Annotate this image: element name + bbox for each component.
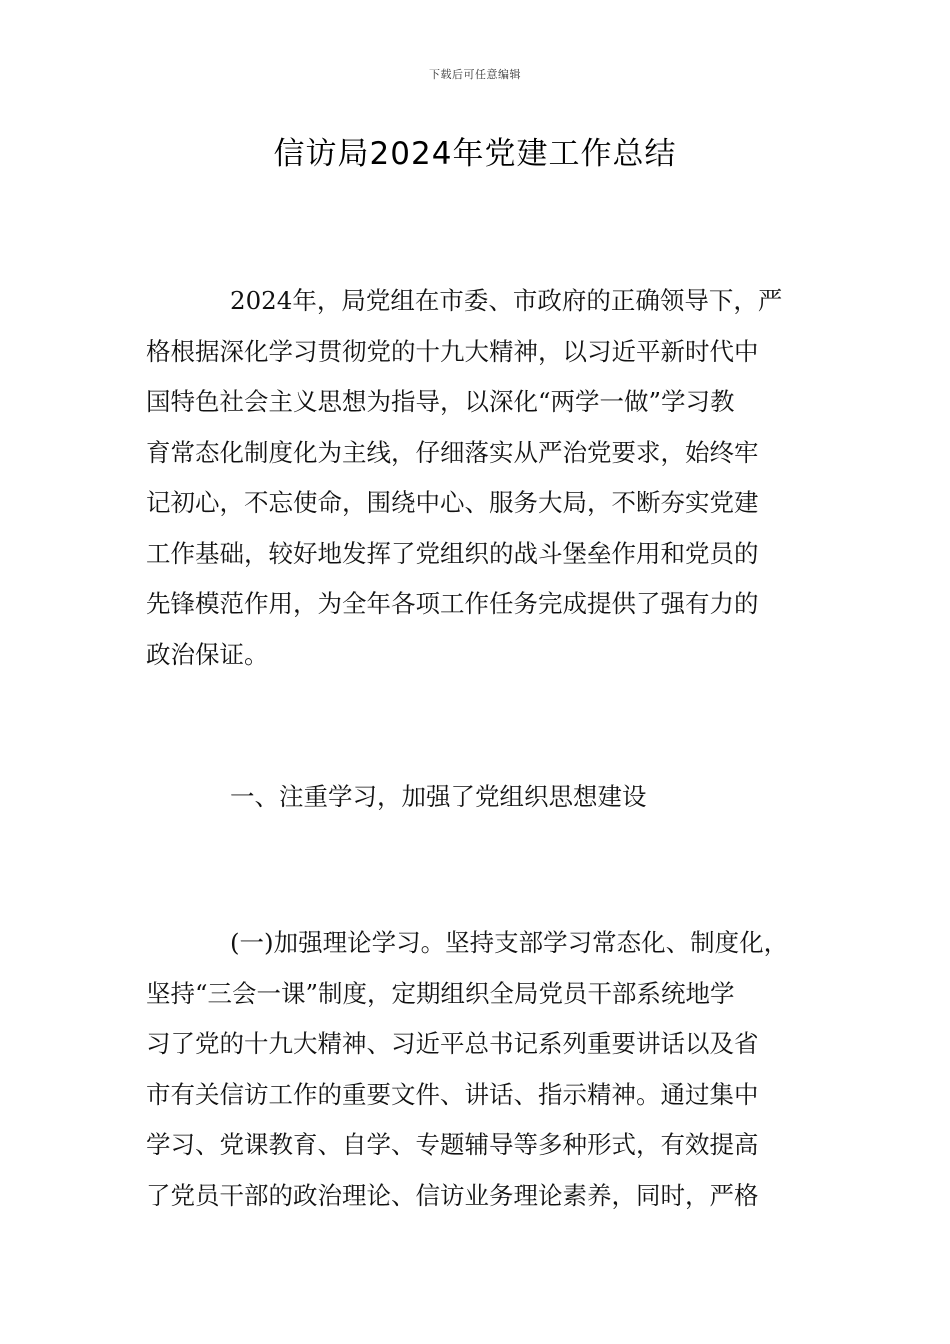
paragraph-line: 坚持“三会一课”制度，定期组织全局党员干部系统地学 [146, 978, 735, 1008]
section-heading-text: 一、注重学习，加强了党组织思想建设 [230, 782, 647, 811]
page-title: 信访局2024年党建工作总结 [273, 136, 677, 172]
paragraph-line: 2024年，局党组在市委、市政府的正确领导下，严 [230, 286, 783, 315]
paragraph-line: 格根据深化学习贯彻党的十九大精神，以习近平新时代中 [146, 336, 759, 366]
paragraph-line: 育常态化制度化为主线，仔细落实从严治党要求，始终牢 [146, 437, 759, 467]
header-note: 下载后可任意编辑 [429, 68, 521, 81]
paragraph-line: 学习、党课教育、自学、专题辅导等多种形式，有效提高 [146, 1130, 759, 1159]
paragraph-line: 了党员干部的政治理论、信访业务理论素养，同时，严格 [146, 1180, 759, 1210]
paragraph-line: 国特色社会主义思想为指导，以深化“两学一做”学习教 [146, 387, 735, 416]
paragraph-line: (一)加强理论学习。坚持支部学习常态化、制度化， [230, 928, 789, 957]
subsection-paragraph [146, 918, 808, 1221]
intro-paragraph [146, 276, 808, 680]
paragraph-line: 政治保证。 [146, 639, 269, 669]
paragraph-line: 先锋模范作用，为全年各项工作任务完成提供了强有力的 [146, 589, 759, 618]
paragraph-line: 工作基础，较好地发挥了党组织的战斗堡垒作用和党员的 [146, 538, 759, 568]
paragraph-line: 市有关信访工作的重要文件、讲话、指示精神。通过集中 [146, 1079, 759, 1109]
paragraph-line: 习了党的十九大精神、习近平总书记系列重要讲话以及省 [146, 1029, 759, 1058]
section-heading [146, 772, 808, 823]
paragraph-line: 记初心，不忘使命，围绕中心、服务大局，不断夯实党建 [146, 488, 759, 517]
